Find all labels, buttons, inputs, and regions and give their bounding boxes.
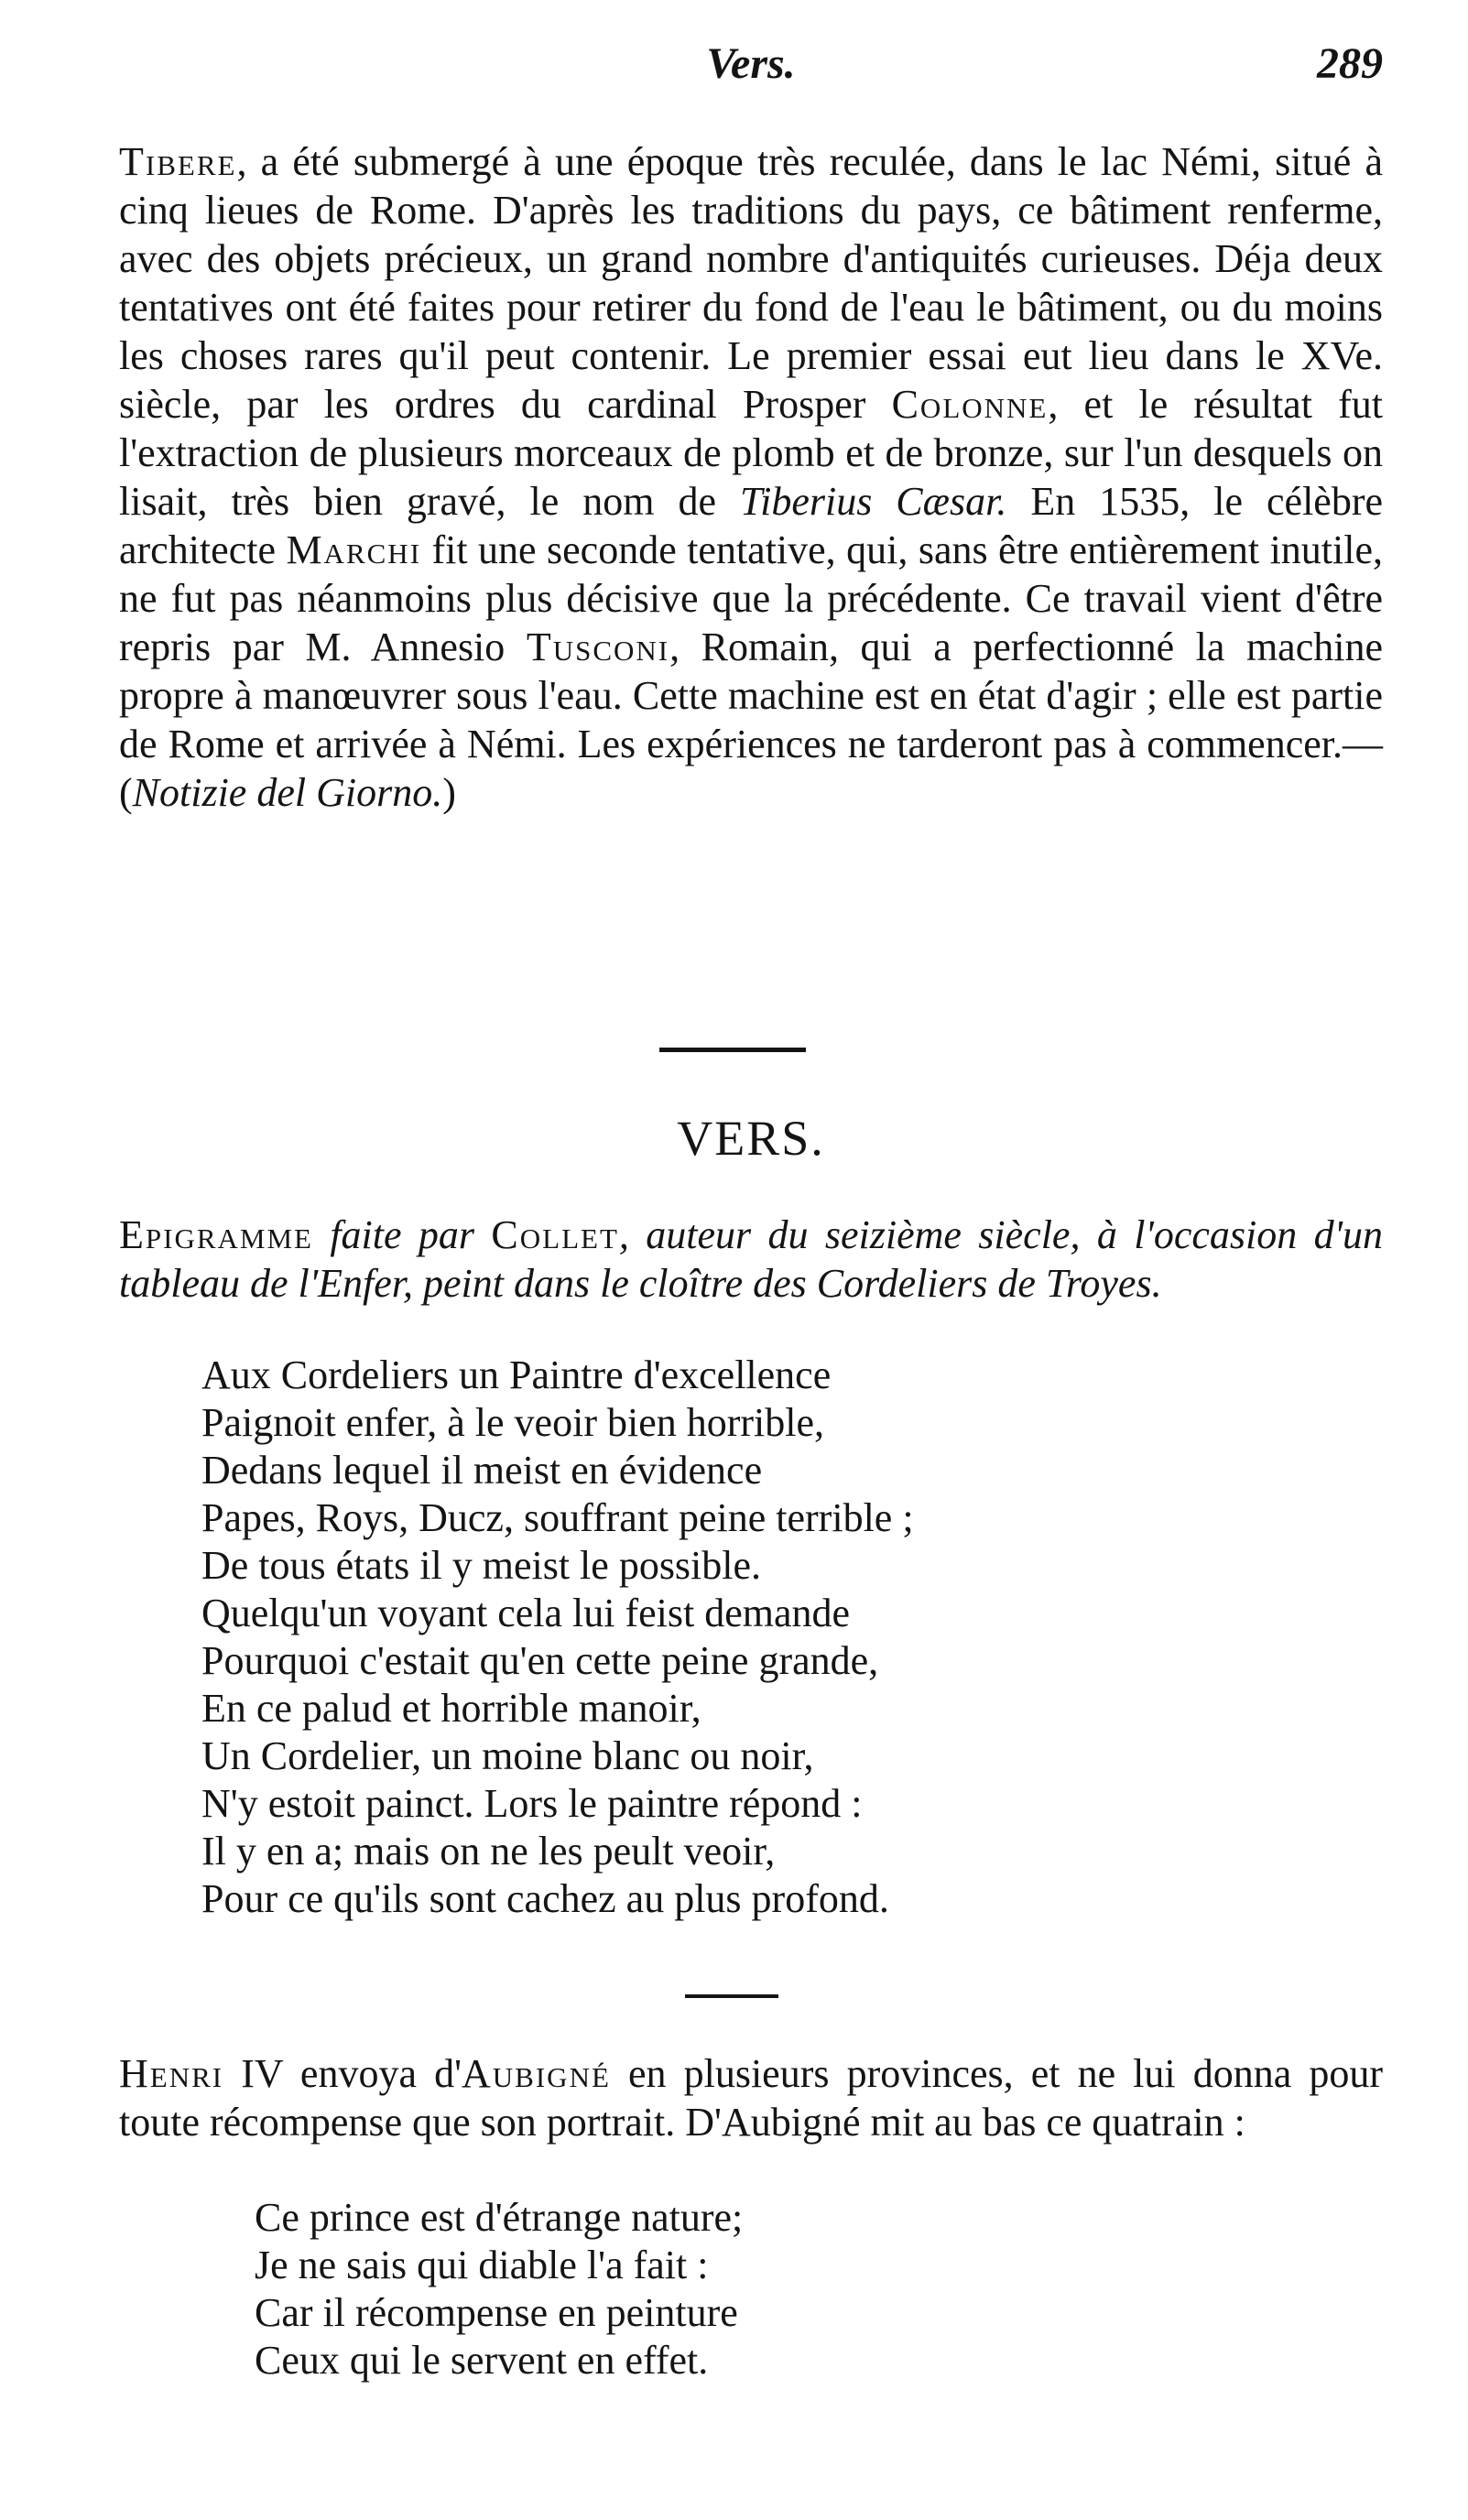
article-paragraph [119,137,1383,817]
article-text-4: fit une seconde tentative, qui, sans être entièrement inutile, ne fut pas néanmoins plus décisive que la précédente. Ce travail vient d'être repris par M. Annesio [119,527,1383,669]
quatrain-line: Ceux qui le servent en effet. [255,2338,709,2383]
running-head [119,38,1383,103]
name-aubigne: Aubigné [462,2051,611,2096]
epigram-intro-text-1: faite par [312,1212,492,1257]
epigram-verse [201,1352,914,1923]
verse-line: Il y en a; mais on ne les peult veoir, [201,1829,776,1874]
page-number: 289 [1317,39,1383,88]
name-tibere: Tibere [119,139,237,184]
anecdote-text-2: en plusieurs provinces, et ne lui donna pour toute récompense que son portrait. D'Aubigné mit au bas ce quatrain : [119,2051,1383,2145]
inscription-name: Tiberius Cæsar. [740,479,1007,524]
article-text-1: , a été submergé à une époque très reculée, dans le lac Némi, situé à cinq lieues de Rome. D'après les traditions du pays, ce bâtiment renferme, avec des objets précieux, un grand nombre d'antiquités curieuses. Déja deux tentatives ont été faites pour retirer du fond de l'eau le bâtiment, ou du moins les choses rares qu'il peut contenir. Le premier essai eut lieu dans le XVe. siècle, par les ordres du cardinal Prosper [119,139,1383,427]
epigram-intro [119,1211,1383,1308]
verse-line: N'y estoit painct. Lors le paintre répond : [201,1781,863,1826]
quatrain-line: Je ne sais qui diable l'a fait : [255,2243,709,2287]
anecdote-text-1: IV envoya d' [223,2051,462,2096]
verse-line: Dedans lequel il meist en évidence [201,1448,763,1493]
source-citation: Notizie del Giorno. [132,770,443,815]
name-colonne: Colonne [891,382,1049,427]
name-marchi: Marchi [286,527,422,572]
article-text-2: , et le résultat fut l'extraction de plusieurs morceaux de plomb et de bronze, sur l'un desquels on lisait, très bien gravé, le nom de [119,382,1383,524]
running-title: Vers. [706,39,796,88]
verse-line: De tous états il y meist le possible. [201,1543,762,1588]
verse-line: Pour ce qu'ils sont cachez au plus profond. [201,1876,889,1921]
epigram-intro-text-2: , auteur du seizième siècle, à l'occasion d'un tableau de l'Enfer, peint dans le cloître des Cordeliers de Troyes. [119,1212,1384,1306]
section-heading: VERS. [677,1111,825,1166]
article-text-5: , Romain, qui a perfectionné la machine propre à manœuvrer sous l'eau. Cette machine est en état d'agir ; elle est partie de Rome et arrivée à Némi. Les expériences ne tarderont pas à commencer.—( [119,625,1383,815]
verse-line: Un Cordelier, un moine blanc ou noir, [201,1733,814,1778]
anecdote-paragraph [119,2049,1383,2146]
section-divider-short [685,1994,778,1998]
quatrain-line: Car il récompense en peinture [255,2290,738,2335]
verse-line: Quelqu'un voyant cela lui feist demande [201,1591,851,1635]
name-tusconi: Tusconi [526,625,670,669]
name-henri: Henri [119,2051,224,2096]
author-name: Collet [491,1212,619,1257]
verse-line: Paignoit enfer, à le veoir bien horrible, [201,1400,825,1445]
quatrain [255,2194,743,2384]
verse-line: En ce palud et horrible manoir, [201,1686,701,1731]
article-text-6: ) [442,770,456,815]
article-text-3: En 1535, le célèbre architecte [119,479,1384,572]
verse-line: Aux Cordeliers un Paintre d'excellence [201,1352,832,1397]
quatrain-line: Ce prince est d'étrange nature; [255,2195,744,2240]
verse-line: Pourquoi c'estait qu'en cette peine grande, [201,1638,879,1683]
verse-line: Papes, Roys, Ducz, souffrant peine terrible ; [201,1495,914,1540]
epigram-label: Epigramme [119,1212,313,1257]
section-divider [659,1048,806,1052]
